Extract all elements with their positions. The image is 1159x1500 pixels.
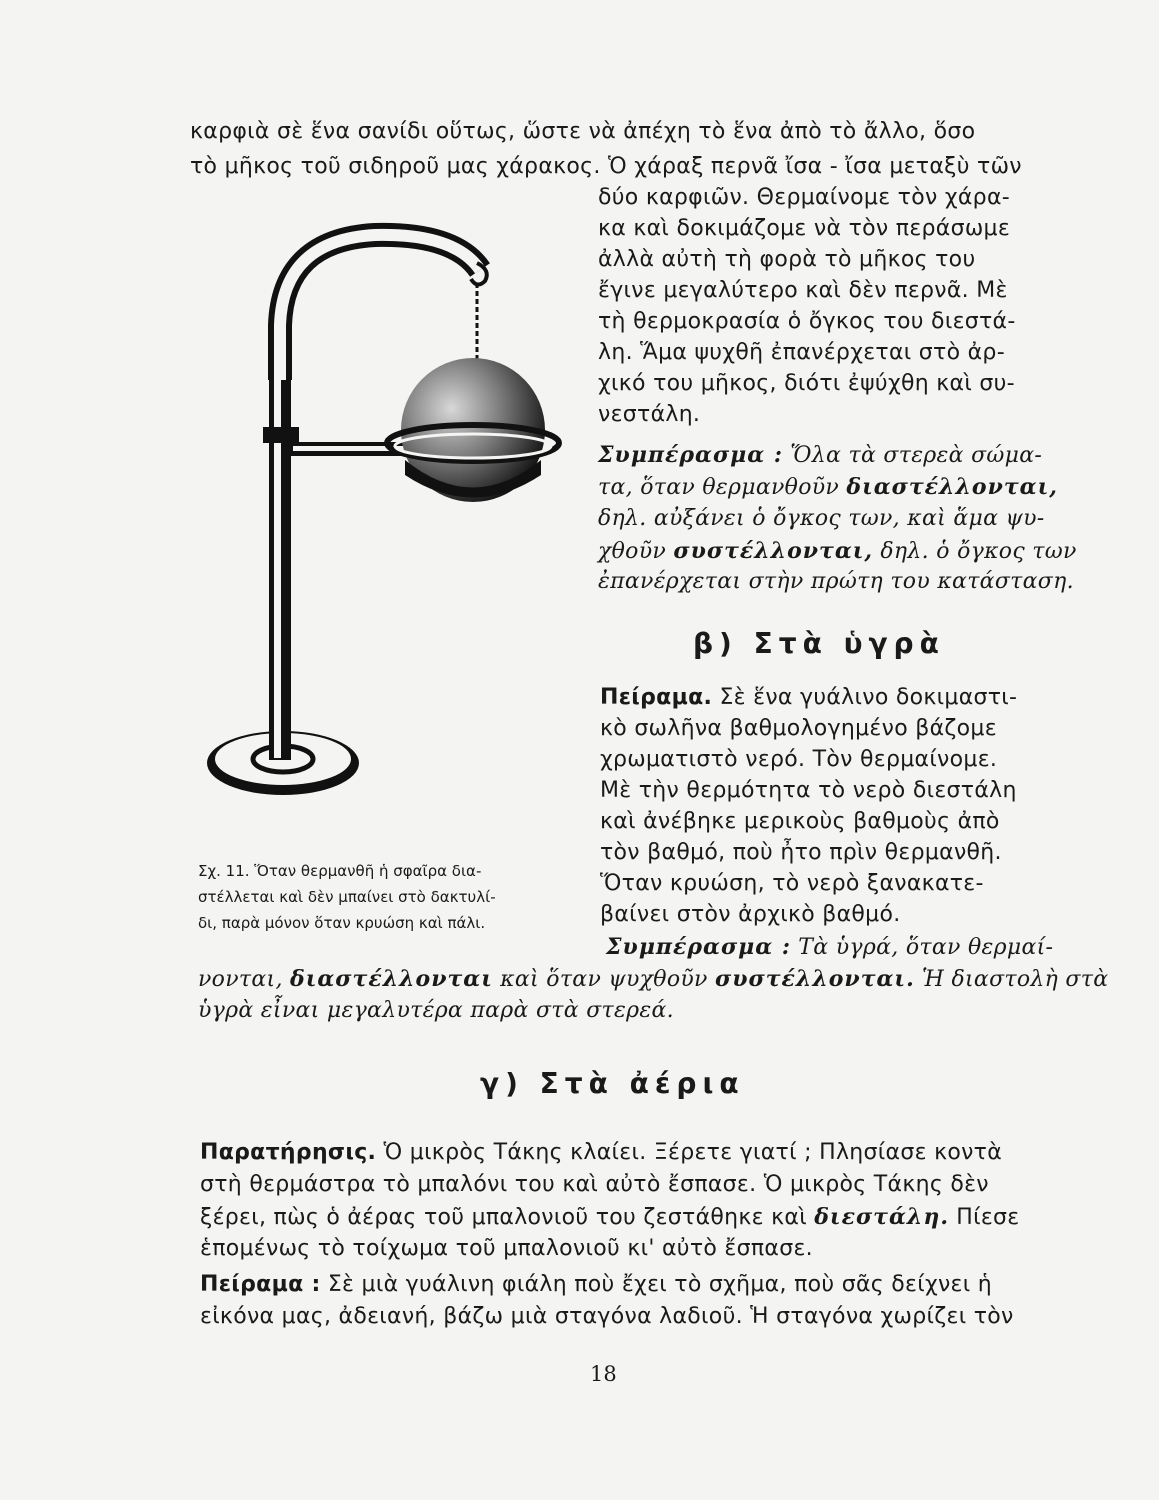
- observation-label: Παρατήρησις.: [200, 1140, 377, 1165]
- figure-caption-line: Σχ. 11. Ὅταν θερμανθῆ ἡ σφαῖρα δια-: [198, 862, 482, 880]
- conclusion-text: νονται,: [198, 967, 283, 992]
- conclusion-line: [598, 472, 1058, 503]
- figure-caption-line: στέλλεται καὶ δὲν μπαίνει στὸ δακτυλί-: [198, 888, 496, 906]
- conclusion-text: δηλ. ὁ ὄγκος των: [880, 539, 1077, 564]
- observation-line: [200, 1138, 1002, 1168]
- text-line: ἔγινε μεγαλύτερο καὶ δὲν περνᾶ. Μὲ: [598, 278, 1008, 303]
- text-line: [200, 1202, 1020, 1233]
- text-line: ἑπομένως τὸ τοίχωμα τοῦ μπαλονιοῦ κι' αὐτὸ ἔσπασε.: [200, 1236, 813, 1261]
- text-line: τὸ μῆκος τοῦ σιδηροῦ μας χάρακος. Ὁ χάραξ περνᾶ ἴσα - ἴσα μεταξὺ τῶν: [190, 154, 1022, 179]
- text-line: κα καὶ δοκιμάζομε νὰ τὸν περάσωμε: [598, 216, 1011, 241]
- emphasis-text: συστέλλονται,: [673, 538, 874, 564]
- conclusion-text: Ὅλα τὰ στερεὰ σώμα-: [790, 443, 1043, 468]
- conclusion-text: Τὰ ὑγρά, ὅταν θερμαί-: [798, 935, 1054, 960]
- text-line: λη. Ἅμα ψυχθῆ ἐπανέρχεται στὸ ἀρ-: [598, 340, 1005, 365]
- emphasis-text: διαστέλλονται,: [846, 474, 1058, 500]
- conclusion-text: ἐπανέρχεται στὴν πρώτη του κατάσταση.: [598, 569, 1074, 594]
- figure-caption-line: δι, παρὰ μόνον ὅταν κρυώση καὶ πάλι.: [198, 914, 486, 932]
- text-line: στὴ θερμάστρα τὸ μπαλόνι του καὶ αὐτὸ ἔσπασε. Ὁ μικρὸς Τάκης δὲν: [200, 1172, 989, 1197]
- conclusion-line: [598, 440, 1042, 471]
- text-line: καὶ ἀνέβηκε μερικοὺς βαθμοὺς ἀπὸ: [600, 809, 1000, 834]
- conclusion-text: καὶ ὅταν ψυχθοῦν: [500, 967, 708, 992]
- conclusion-line: [598, 536, 1077, 567]
- text-line: ἀλλὰ αὐτὴ τὴ φορὰ τὸ μῆκος του: [598, 247, 976, 272]
- conclusion-line: [198, 964, 1108, 995]
- text-line: κὸ σωλῆνα βαθμολογημένο βάζομε: [600, 716, 997, 741]
- conclusion-line: [598, 567, 1074, 597]
- conclusion-text: τα, ὅταν θερμανθοῦν: [598, 475, 840, 500]
- text-line: βαίνει στὸν ἀρχικὸ βαθμό.: [600, 902, 901, 927]
- experiment-label: Πείραμα.: [600, 685, 713, 710]
- experiment-line: [600, 683, 1017, 713]
- conclusion-text: Ἡ διαστολὴ στὰ: [922, 967, 1109, 992]
- text-line: καρφιὰ σὲ ἕνα σανίδι οὕτως, ὥστε νὰ ἀπέχη τὸ ἕνα ἀπὸ τὸ ἄλλο, ὅσο: [190, 119, 976, 144]
- experiment-line: [200, 1270, 992, 1300]
- observation-text: Πίεσε: [956, 1205, 1020, 1230]
- conclusion-text: δηλ. αὐξάνει ὁ ὄγκος των, καὶ ἅμα ψυ-: [598, 506, 1045, 531]
- conclusion-label: Συμπέρασμα :: [606, 934, 791, 960]
- text-line: χικό του μῆκος, διότι ἐψύχθη καὶ συ-: [598, 371, 1015, 396]
- observation-text: ξέρει, πὼς ὁ ἀέρας τοῦ μπαλονιοῦ του ζεστάθηκε καὶ: [200, 1205, 807, 1230]
- conclusion-line: [606, 932, 1053, 963]
- experiment-text: Σὲ ἕνα γυάλινο δοκιμαστι-: [719, 685, 1018, 710]
- text-line: νεστάλη.: [598, 402, 701, 427]
- conclusion-text: χθοῦν: [598, 539, 667, 564]
- experiment-text: Σὲ μιὰ γυάλινη φιάλη ποὺ ἔχει τὸ σχῆμα, ποὺ σᾶς δείχνει ἡ: [327, 1272, 993, 1297]
- emphasis-text: διεστάλη.: [814, 1204, 949, 1230]
- figure-ring-and-ball: [195, 215, 575, 835]
- text-line: Μὲ τὴν θερμότητα τὸ νερὸ διεστάλη: [600, 778, 1017, 803]
- text-line: χρωματιστὸ νερό. Τὸν θερμαίνομε.: [600, 747, 998, 772]
- observation-text: Ὁ μικρὸς Τάκης κλαίει. Ξέρετε γιατί ; Πλησίασε κοντὰ: [383, 1140, 1003, 1165]
- text-line: εἰκόνα μας, ἀδειανή, βάζω μιὰ σταγόνα λαδιοῦ. Ἡ σταγόνα χωρίζει τὸν: [200, 1304, 1014, 1329]
- section-heading-b: β) Στὰ ὑγρὰ: [693, 627, 945, 660]
- conclusion-line: [598, 504, 1045, 534]
- emphasis-text: συστέλλονται.: [715, 966, 915, 992]
- conclusion-line: [198, 996, 674, 1026]
- page-number: 18: [590, 1362, 617, 1386]
- text-line: τὸν βαθμό, ποὺ ἦτο πρὶν θερμανθῆ.: [600, 840, 1002, 865]
- conclusion-text: ὑγρὰ εἶναι μεγαλυτέρα παρὰ στὰ στερεά.: [198, 998, 674, 1023]
- ring-ball-apparatus-illustration: [195, 215, 575, 835]
- text-line: Ὅταν κρυώση, τὸ νερὸ ξανακατε-: [600, 871, 984, 896]
- section-heading-c: γ) Στὰ ἀέρια: [480, 1067, 745, 1100]
- text-line: δύο καρφιῶν. Θερμαίνομε τὸν χάρα-: [598, 185, 1010, 210]
- text-line: τὴ θερμοκρασία ὁ ὄγκος του διεστά-: [598, 309, 1016, 334]
- emphasis-text: διαστέλλονται: [290, 966, 493, 992]
- experiment-label: Πείραμα :: [200, 1272, 321, 1297]
- conclusion-label: Συμπέρασμα :: [598, 442, 783, 468]
